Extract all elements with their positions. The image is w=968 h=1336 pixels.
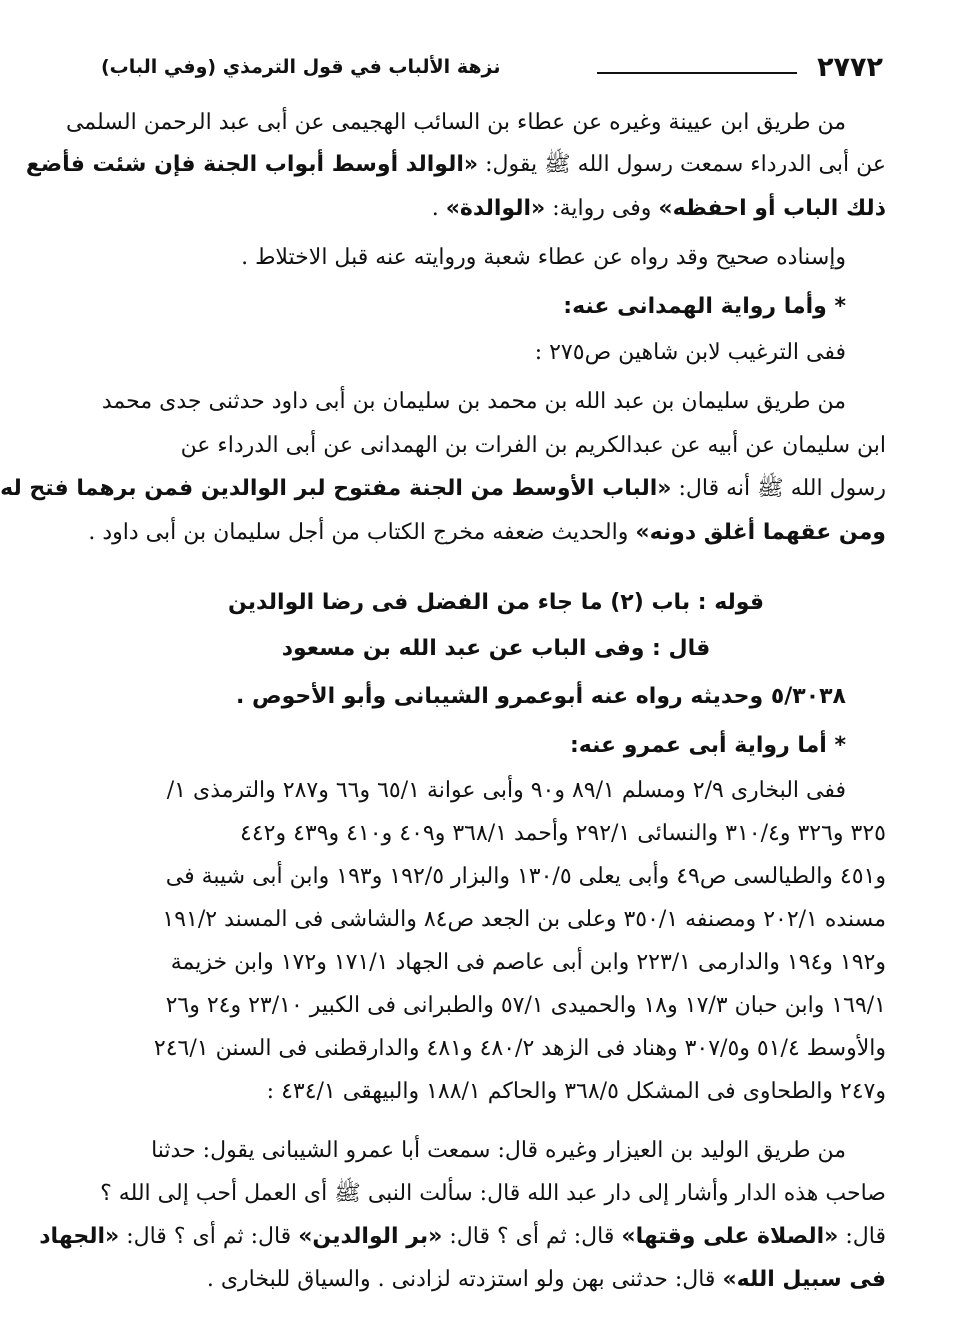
bold-text-run: «الوالد أوسط أبواب الجنة فإن شئت فأضع [25, 152, 479, 177]
numbered-entry [106, 682, 846, 716]
text-line [106, 948, 886, 982]
bold-text-run: «الجهاد [39, 1224, 120, 1249]
running-header [101, 50, 883, 94]
text-line [106, 905, 886, 939]
bold-text-run: قال : وفى الباب عن عبد الله بن مسعود [281, 636, 711, 661]
text-run: قال: ثم أى ؟ قال: [442, 1224, 622, 1249]
bold-text-run: «بر الوالدين» [298, 1224, 443, 1249]
chapter-subheading [106, 634, 886, 668]
text-line [101, 387, 846, 421]
text-line [106, 194, 886, 228]
bold-text-run: قوله : باب (٢) ما جاء من الفضل فى رضا الوالدين [228, 590, 764, 615]
text-run: ١٦٩/١ وابن حبان ١٧/٣ و١٨ والحميدى ٥٧/١ والطبرانى فى الكبير ٢٣/١٠ و٢٤ و٢٦ [165, 993, 886, 1018]
text-run: من طريق الوليد بن العيزار وغيره قال: سمعت أبا عمرو الشيبانى يقول: حدثنا [151, 1138, 846, 1163]
bold-text-run: ومن عقهما أغلق دونه» [635, 520, 886, 545]
text-line [106, 431, 886, 465]
section-heading [106, 292, 846, 326]
text-run: ففى البخارى ٢/٩ ومسلم ٨٩/١ و٩٠ وأبى عوانة ٦٥/١ و٦٦ و٢٨٧ والترمذى ١/ [166, 778, 846, 803]
bold-text-run: ٥/٣٠٣٨ وحديثه رواه عنه أبوعمرو الشيبانى وأبو الأحوص . [236, 684, 846, 709]
text-line [106, 1136, 846, 1170]
text-run: و٢٤٧ والطحاوى فى المشكل ٣٦٨/٥ والحاكم ١٨٨/١ والبيهقى ٤٣٤/١ : [266, 1079, 886, 1104]
text-line [106, 819, 886, 853]
bold-text-run: ذلك الباب أو احفظه» [658, 196, 886, 221]
text-run: قال: حدثنى بهن ولو استزدته لزادنى . والسياق للبخارى . [206, 1267, 723, 1292]
text-line [106, 1077, 886, 1111]
text-line [106, 243, 846, 277]
text-run: وإسناده صحيح وقد رواه عن عطاء شعبة وروايته عنه قبل الاختلاط . [241, 245, 846, 270]
text-line [106, 1034, 886, 1068]
bold-text-run: * وأما رواية الهمدانى عنه: [563, 294, 846, 319]
text-line [106, 776, 846, 810]
bold-text-run: فى سبيل الله» [722, 1267, 886, 1292]
section-heading [106, 731, 846, 765]
text-run: . [431, 196, 446, 221]
text-run: والأوسط ٥١/٤ و٣٠٧/٥ وهناد فى الزهد ٤٨٠/٢ و٤٨١ والدارقطنى فى السنن ٢٤٦/١ [153, 1036, 886, 1061]
text-run: صاحب هذه الدار وأشار إلى دار عبد الله قال: سألت النبى ﷺ أى العمل أحب إلى الله ؟ [100, 1181, 886, 1206]
text-run: و٤٥١ والطيالسى ص٤٩ وأبى يعلى ١٣٠/٥ والبزار ١٩٢/٥ و١٩٣ وابن أبى شيبة فى [165, 864, 886, 889]
running-title: نزهة الألباب في قول الترمذي (وفي الباب) [101, 56, 501, 78]
text-run: من طريق سليمان بن عبد الله بن محمد بن سليمان بن أبى داود حدثنى جدى محمد [101, 389, 846, 414]
bold-text-run: * أما رواية أبى عمرو عنه: [569, 733, 846, 758]
text-run: ففى الترغيب لابن شاهين ص٢٧٥ : [534, 340, 846, 365]
text-run: قال: ثم أى ؟ قال: [119, 1224, 299, 1249]
text-run: مسنده ٢٠٢/١ ومصنفه ٣٥٠/١ وعلى بن الجعد ص٨٤ والشاشى فى المسند ١٩١/٢ [162, 907, 886, 932]
text-run: عن أبى الدرداء سمعت رسول الله ﷺ يقول: [478, 152, 886, 177]
text-run: رسول الله ﷺ أنه قال: [671, 476, 886, 501]
text-run: ٣٢٥ و٣٢٦ و٣١٠/٤ والنسائى ٢٩٢/١ وأحمد ٣٦٨/١ و٤٠٩ و٤١٠ و٤٣٩ و٤٤٢ [240, 821, 886, 846]
text-run: قال: [838, 1224, 886, 1249]
text-line [25, 150, 886, 184]
text-line [106, 338, 846, 372]
text-line [106, 862, 886, 896]
header-rule [597, 72, 797, 74]
text-run: ابن سليمان عن أبيه عن عبدالكريم بن الفرات بن الهمدانى عن أبى الدرداء عن [180, 433, 886, 458]
text-line [0, 474, 886, 508]
text-line [65, 108, 846, 142]
text-line [88, 518, 886, 552]
text-run: والحديث ضعفه مخرج الكتاب من أجل سليمان بن أبى داود . [88, 520, 636, 545]
bold-text-run: «الصلاة على وقتها» [621, 1224, 839, 1249]
bold-text-run: «الوالدة» [445, 196, 546, 221]
text-line [106, 1265, 886, 1299]
bold-text-run: «الباب الأوسط من الجنة مفتوح لبر الوالدين فمن برهما فتح له [0, 476, 672, 501]
chapter-heading [106, 588, 886, 622]
text-line [106, 991, 886, 1025]
page-number: ٢٧٧٢ [817, 52, 883, 83]
text-line [100, 1179, 886, 1213]
text-run: و١٩٢ و١٩٤ والدارمى ٢٢٣/١ وابن أبى عاصم فى الجهاد ١٧١/١ و١٧٢ وابن خزيمة [170, 950, 886, 975]
text-run: وفى رواية: [545, 196, 659, 221]
text-line [39, 1222, 886, 1256]
text-run: من طريق ابن عيينة وغيره عن عطاء بن السائب الهجيمى عن أبى عبد الرحمن السلمى [65, 110, 846, 135]
